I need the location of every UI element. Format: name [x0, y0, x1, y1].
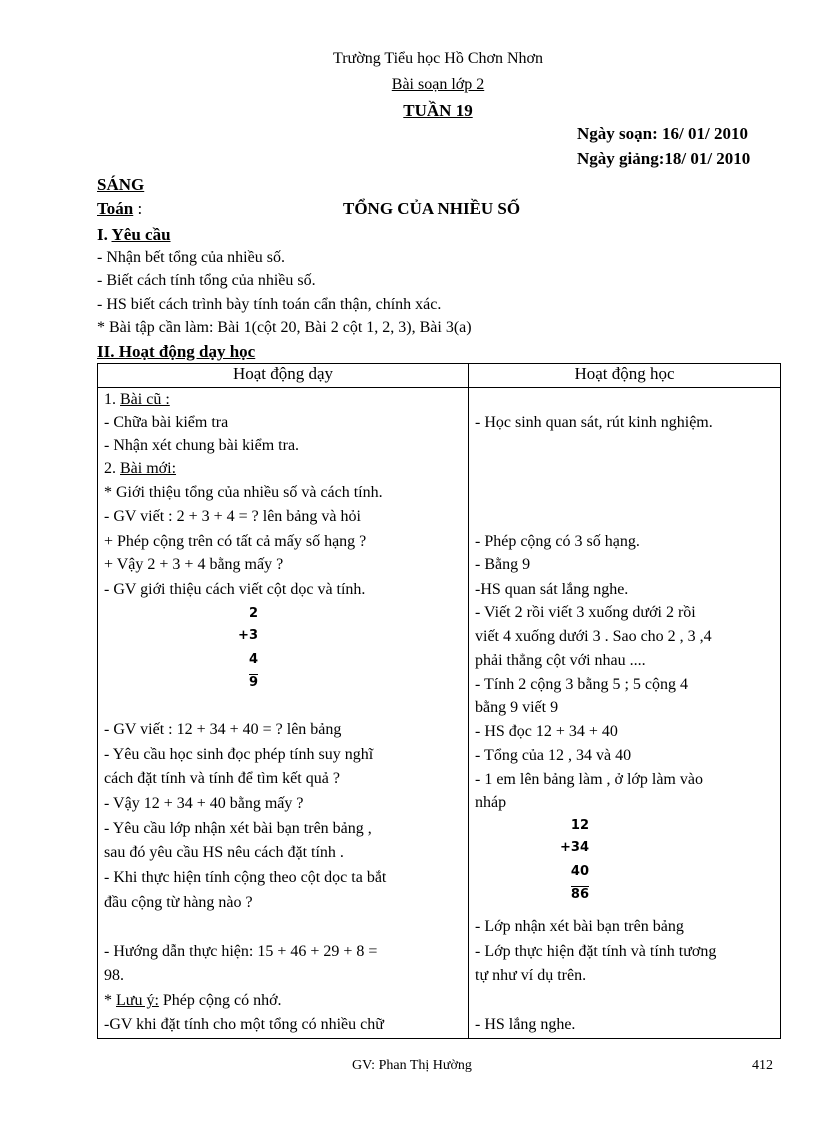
learning-line: - Phép cộng có 3 số hạng.: [475, 533, 640, 550]
learning-column: [469, 388, 780, 1038]
teaching-line: - Nhận xét chung bài kiểm tra.: [104, 437, 300, 454]
learning-cell: [469, 388, 781, 1039]
learning-line: viết 4 xuống dưới 3 . Sao cho 2 , 3 ,4: [475, 628, 712, 645]
learning-line: -HS quan sát lắng nghe.: [475, 581, 629, 598]
page-number: 412: [752, 1058, 773, 1073]
learning-line: - Bằng 9: [475, 556, 531, 573]
teaching-line: cách đặt tính và tính để tìm kết quả ?: [104, 770, 340, 787]
vertical-addition-small: [216, 606, 258, 690]
teaching-line: đầu cộng từ hàng nào ?: [104, 894, 253, 911]
learning-line: phải thẳng cột với nhau ....: [475, 652, 646, 669]
learning-line: bằng 9 viết 9: [475, 699, 559, 716]
week-label: TUẦN 19: [403, 101, 473, 120]
requirements-heading: [97, 225, 171, 245]
learning-line: - Tổng của 12 , 34 và 40: [475, 747, 632, 764]
addend-with-plus: +3: [238, 628, 258, 643]
school-name: Trường Tiểu học Hồ Chơn Nhơn: [333, 50, 543, 67]
addend: 2: [248, 606, 258, 621]
subject-label: Toán: [97, 199, 134, 218]
footer-teacher: GV: Phan Thị Hường: [352, 1058, 472, 1073]
requirement-item: - HS biết cách trình bày tính toán cẩn thận, chính xác.: [97, 296, 442, 313]
teaching-line: + Vậy 2 + 3 + 4 bằng mấy ?: [104, 556, 284, 573]
teaching-line: - Khi thực hiện tính cộng theo cột dọc ta bắt: [104, 869, 387, 886]
learning-line: nháp: [475, 794, 507, 811]
activities-heading: II. Hoạt động dạy học: [97, 342, 256, 361]
addend: 12: [570, 818, 589, 833]
teaching-line: - Chữa bài kiểm tra: [104, 414, 229, 431]
teaching-line: - Hướng dẫn thực hiện: 15 + 46 + 29 + 8 =: [104, 943, 378, 960]
teaching-line: 98.: [104, 967, 124, 984]
teaching-column: [98, 388, 468, 1038]
requirements-heading-num: I.: [97, 225, 108, 244]
teaching-line: 2. Bài mới:: [104, 460, 177, 477]
teaching-line: - Yêu cầu học sinh đọc phép tính suy nghĩ: [104, 746, 374, 763]
subject-colon: :: [137, 199, 143, 218]
teaching-line: - GV viết : 12 + 34 + 40 = ? lên bảng: [104, 721, 342, 738]
teaching-line: * Lưu ý: Phép cộng có nhớ.: [104, 992, 282, 1009]
column-header-learning: Hoạt động học: [469, 364, 781, 388]
teaching-line: * Giới thiệu tổng của nhiều số và cách tính.: [104, 484, 383, 501]
teaching-line: + Phép cộng trên có tất cả mấy số hạng ?: [104, 533, 367, 550]
learning-line: - Tính 2 cộng 3 bằng 5 ; 5 cộng 4: [475, 676, 689, 693]
learning-line: - HS lắng nghe.: [475, 1016, 576, 1033]
addend: 4: [248, 652, 258, 667]
learning-line: - Lớp nhận xét bài bạn trên bảng: [475, 918, 684, 935]
teach-date: Ngày giảng:18/ 01/ 2010: [577, 149, 751, 168]
requirement-item: * Bài tập cần làm: Bài 1(cột 20, Bài 2 cột 1, 2, 3), Bài 3(a): [97, 319, 472, 336]
teaching-line: sau đó yêu cầu HS nêu cách đặt tính .: [104, 844, 344, 861]
teaching-line: - GV giới thiệu cách viết cột dọc và tính.: [104, 581, 366, 598]
requirement-item: - Nhận bết tổng của nhiều số.: [97, 249, 285, 266]
learning-line: - Lớp thực hiện đặt tính và tính tương: [475, 943, 717, 960]
addend-with-plus: +34: [560, 840, 589, 855]
addend: 40: [570, 864, 589, 879]
learning-line: - HS đọc 12 + 34 + 40: [475, 723, 618, 740]
sum: 86: [570, 887, 589, 902]
sum: 9: [248, 675, 258, 690]
vertical-addition-big: [549, 818, 589, 902]
session-label: SÁNG: [97, 175, 145, 194]
teaching-line: -GV khi đặt tính cho một tổng có nhiều chữ: [104, 1016, 384, 1033]
lesson-title: TỔNG CỦA NHIỀU SỐ: [343, 199, 521, 218]
learning-line: - Viết 2 rồi viết 3 xuống dưới 2 rồi: [475, 604, 696, 621]
column-header-teaching: Hoạt động dạy: [98, 364, 469, 388]
teaching-cell: [98, 388, 469, 1039]
requirement-item: - Biết cách tính tổng của nhiều số.: [97, 272, 316, 289]
teaching-line: - Yêu cầu lớp nhận xét bài bạn trên bảng ,: [104, 820, 372, 837]
lesson-plan-label: Bài soạn lớp 2: [391, 76, 485, 93]
learning-line: tự như ví dụ trên.: [475, 967, 587, 984]
prep-date: Ngày soạn: 16/ 01/ 2010: [577, 124, 748, 143]
requirements-heading-text: Yêu cầu: [111, 225, 171, 244]
learning-line: - Học sinh quan sát, rút kinh nghiệm.: [475, 414, 713, 431]
teaching-line: - GV viết : 2 + 3 + 4 = ? lên bảng và hỏi: [104, 508, 361, 525]
teaching-line: 1. Bài cũ :: [104, 391, 170, 408]
teaching-line: - Vậy 12 + 34 + 40 bằng mấy ?: [104, 795, 304, 812]
learning-line: - 1 em lên bảng làm , ở lớp làm vào: [475, 771, 703, 788]
subject-line: [97, 199, 142, 219]
activities-table: [97, 363, 781, 1039]
